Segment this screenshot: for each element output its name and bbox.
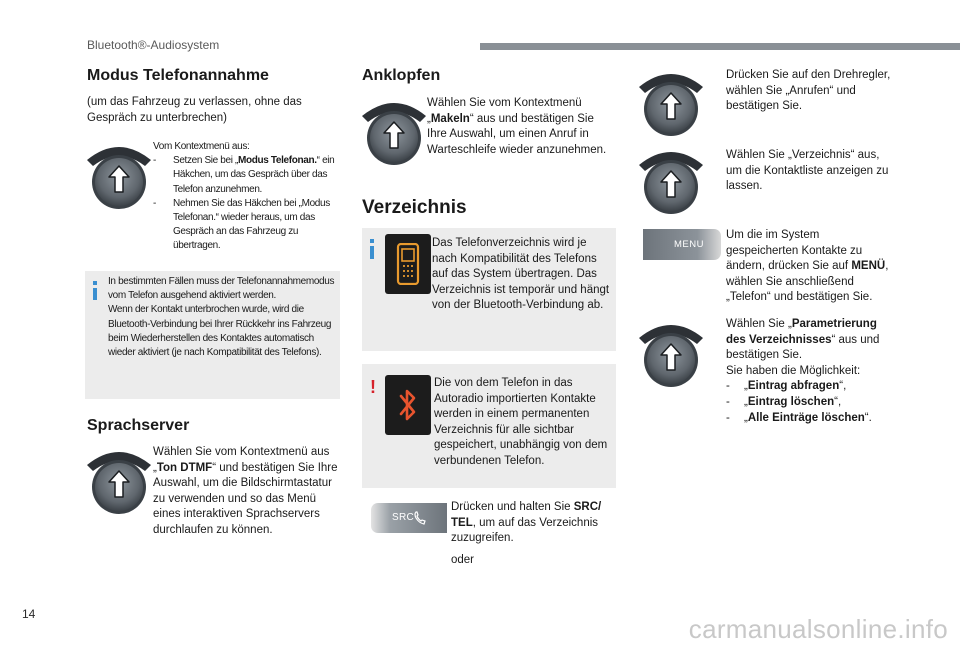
src-tel-button bbox=[371, 503, 447, 533]
rotary-knob-icon bbox=[84, 140, 154, 210]
warning-verzeichnis-text: Die von dem Telefon in das Autoradio importierten Kontakte werden in einem permanenten Verzeichnis für alle sichtbar gespeichert, unabhängig von dem verbundenen Telefon. bbox=[434, 377, 608, 467]
rotary-knob-icon bbox=[84, 445, 154, 515]
info-modus-p1: In bestimmten Fällen muss der Telefonannahmemodus vom Telefon ausgehend aktiviert werden. bbox=[108, 276, 335, 302]
phone-icon bbox=[396, 243, 420, 285]
page-number: 14 bbox=[22, 607, 36, 621]
step-4-line-2: Sie haben die Möglichkeit: bbox=[726, 364, 861, 377]
bluetooth-icon bbox=[398, 387, 418, 423]
modus-menu-intro: Vom Kontextmenü aus: bbox=[153, 141, 250, 152]
heading-modus-telefonannahme: Modus Telefonannahme bbox=[87, 67, 269, 84]
modus-intro: (um das Fahrzeug zu verlassen, ohne das Gespräch zu unterbrechen) bbox=[87, 96, 302, 124]
header-bar bbox=[480, 43, 960, 50]
modus-item-2: - Nehmen Sie das Häkchen bei „Modus Telefonan.“ wieder heraus, um das Gespräch an das Fahrzeug zu übertragen. bbox=[153, 197, 341, 254]
header-title: Bluetooth®-Audiosystem bbox=[87, 38, 220, 52]
step-4-line-1: Wählen Sie „Parametrierung des Verzeichnisses“ aus und bestätigen Sie. bbox=[726, 318, 880, 362]
watermark: carmanualsonline.info bbox=[688, 614, 948, 644]
menu-button-label: MENU bbox=[674, 239, 704, 250]
src-button-label: SRC bbox=[392, 512, 415, 523]
heading-sprachserver: Sprachserver bbox=[87, 417, 190, 434]
step-4-text bbox=[726, 317, 894, 426]
warning-box-verzeichnis bbox=[362, 364, 616, 488]
anklopfen-text: Wählen Sie vom Kontextmenü „Makeln“ aus und bestätigen Sie Ihre Auswahl, um einen Anruf in Warteschleife wieder anzunehmen. bbox=[427, 97, 607, 156]
heading-anklopfen: Anklopfen bbox=[362, 67, 441, 84]
phone-icon-tile bbox=[385, 234, 431, 294]
step-1-text: Drücken Sie auf den Drehregler, wählen Sie „Anrufen“ und bestätigen Sie. bbox=[726, 69, 891, 113]
heading-verzeichnis: Verzeichnis bbox=[362, 197, 467, 218]
option-alle-eintraege-loeschen: - „Alle Einträge löschen“. bbox=[726, 411, 894, 427]
sprachserver-text: Wählen Sie vom Kontextmenü aus „Ton DTMF“ und bestätigen Sie Ihre Auswahl, um die Bildschirmtastatur zu verwenden und so das Menü eines interaktiven Sprachservers durchlaufen zu können. bbox=[153, 446, 338, 536]
info-box-verzeichnis bbox=[362, 228, 616, 351]
info-modus-p2: Wenn der Kontakt unterbrochen wurde, wird die Bluetooth-Verbindung bei Ihrer Rückkehr ins Fahrzeug beim Wiederherstellen des Kontaktes automatisch wieder aktiviert (je nach Kompatibilität des Telefons). bbox=[108, 304, 332, 359]
src-tel-text: Drücken und halten Sie SRC/ TEL, um auf das Verzeichnis zuzugreifen. bbox=[451, 501, 602, 545]
bluetooth-icon-tile bbox=[385, 375, 431, 435]
rotary-knob-icon bbox=[636, 145, 706, 215]
info-box-modus bbox=[85, 271, 340, 399]
oder-text: oder bbox=[451, 554, 475, 566]
warning-icon: ! bbox=[370, 377, 376, 397]
rotary-knob-icon bbox=[636, 67, 706, 137]
rotary-knob-icon bbox=[359, 96, 429, 166]
phone-handset-icon bbox=[414, 511, 426, 525]
option-eintrag-abfragen: - „Eintrag abfragen“, bbox=[726, 379, 894, 395]
modus-item-1: - Setzen Sie bei „Modus Telefonan.“ ein Häkchen, um das Gespräch über das Telefon anzunehmen. bbox=[153, 154, 341, 197]
rotary-knob-icon bbox=[636, 318, 706, 388]
modus-instructions bbox=[153, 140, 341, 254]
menu-button bbox=[643, 229, 721, 260]
step-2-text: Wählen Sie „Verzeichnis“ aus, um die Kontaktliste anzeigen zu lassen. bbox=[726, 149, 889, 193]
info-verzeichnis-text: Das Telefonverzeichnis wird je nach Kompatibilität des Telefons auf das System übertragen. Das Verzeichnis ist temporär und hängt von der Bluetooth-Verbindung ab. bbox=[432, 237, 610, 312]
option-eintrag-loeschen: - „Eintrag löschen“, bbox=[726, 395, 894, 411]
step-3-text: Um die im System gespeicherten Kontakte zu ändern, drücken Sie auf MENÜ, wählen Sie anschließend „Telefon“ und bestätigen Sie. bbox=[726, 229, 889, 304]
